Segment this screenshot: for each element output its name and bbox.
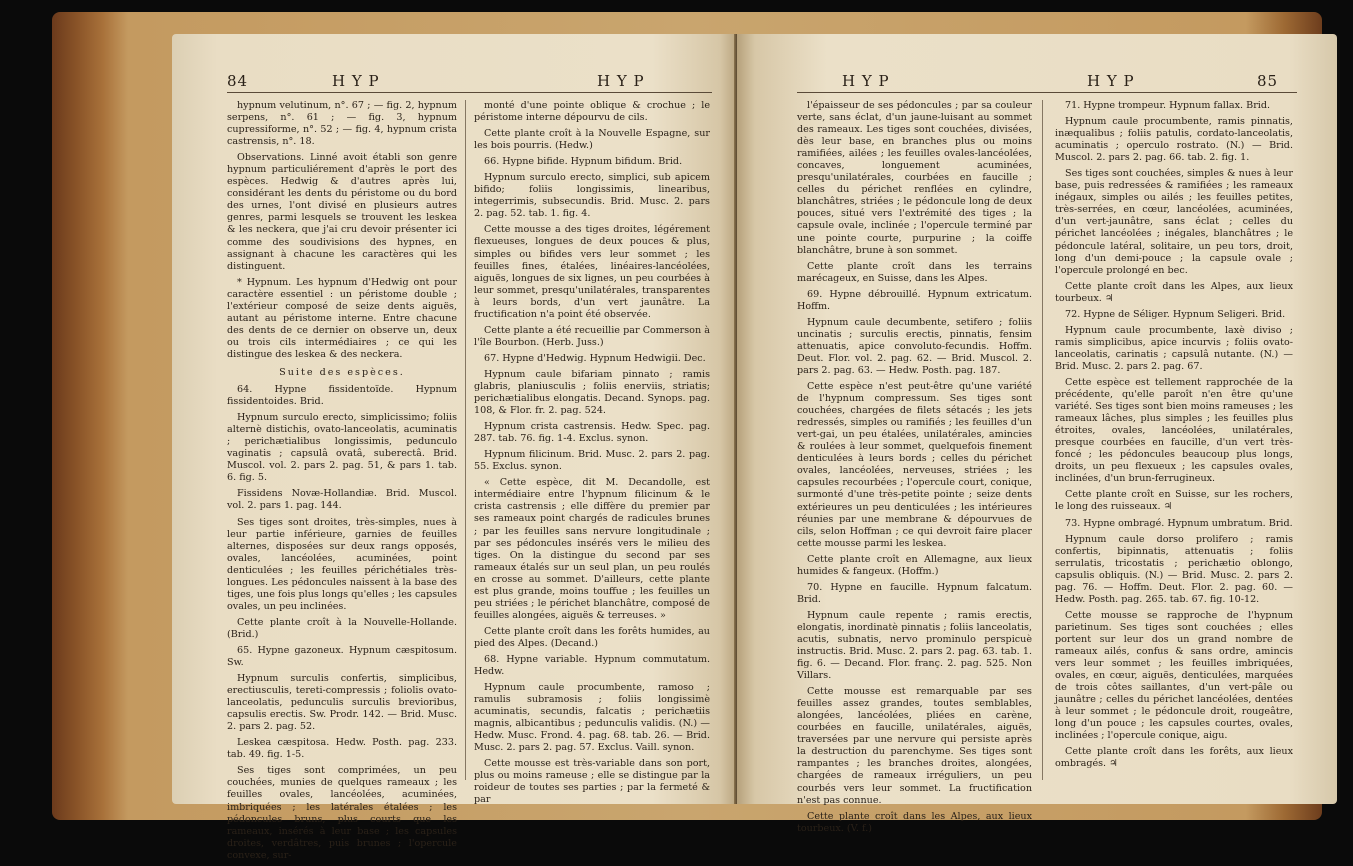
left-running-title: H Y P (332, 72, 380, 90)
book-spread (52, 12, 1322, 861)
paragraph: Hypnum caule decumbente, setifero ; foliis uncinatis ; surculis erectis, pinnatis, fensim attenuatis, apice convoluto-fecundis. Hoffm. Deut. Flor. vol. 2. pag. 62. — Brid. Muscol. 2. pars 2. pag. 63. — Hedw. Posth. pag. 187. (797, 316, 1032, 376)
paragraph: 66. Hypne bifide. Hypnum bifidum. Brid. (484, 156, 683, 168)
paragraph: Suite des espèces. (279, 366, 405, 378)
paragraph: Leskea cæspitosa. Hedw. Posth. pag. 233. tab. 49. fig. 1-5. (227, 737, 457, 761)
paragraph: Cette plante croît dans les forêts, aux lieux ombragés. ♃ (1055, 746, 1293, 770)
paragraph: Cette plante croît en Allemagne, aux lieux humides & fangeux. (Hoffm.) (797, 553, 1032, 577)
right-page (737, 34, 1337, 834)
paragraph: 70. Hypne en faucille. Hypnum falcatum. Brid. (797, 581, 1032, 605)
paragraph: Hypnum caule bifariam pinnato ; ramis glabris, planiusculis ; foliis enerviis, striatis; perichætialibus elongatis. Decand. Synops. pag. 108, & Flor. fr. 2. pag. 524. (474, 368, 710, 417)
right-column-1 (797, 100, 1032, 839)
paragraph: Ses tiges sont comprimées, un peu couchées, munies de quelques rameaux ; les feuilles ovales, lancéolées, acuminées, imbriquées ; les latérales étalées ; les pédoncules bruns, plus courts que les rameaux, insérés à leur base ; les capsules droites, verdâtres, puis brunes ; l'opercule convexe, sur- (227, 765, 457, 861)
right-column-2 (1055, 100, 1293, 774)
paragraph: 64. Hypne fissidentoïde. Hypnum fissidentoides. Brid. (227, 384, 457, 408)
paragraph: Cette plante croît dans les terrains marécageux, en Suisse, dans les Alpes. (797, 260, 1032, 284)
paragraph: Hypnum surculo erecto, simplici, sub apicem bifido; foliis longissimis, linearibus, integerrimis, subsecundis. Brid. Musc. 2. pars 2. pag. 52. tab. 1. fig. 4. (474, 172, 710, 220)
right-page-number: 85 (1257, 72, 1279, 90)
paragraph: Hypnum caule dorso prolifero ; ramis confertis, bipinnatis, attenuatis ; foliis serrulatis, tricostatis ; perichætio oblongo, capsulis obliquis. (N.) — Brid. Musc. 2. pars 2. pag. 76. — Hoffm. Deut. Flor. 2. pag. 60. — Hedw. Posth. pag. 265. tab. 67. fig. 10-12. (1055, 533, 1293, 605)
left-page (172, 34, 737, 861)
left-header-rule (227, 92, 712, 93)
paragraph: l'épaisseur de ses pédoncules ; par sa couleur verte, sans éclat, d'un jaune-luisant au sommet des rameaux. Les tiges sont couchées, divisées, dès leur base, en branches plus ou moins ramifiées, ailées ; les feuilles ovales-lancéolées, concaves, longuement acuminées, presqu'unilatérales, courbées en faucille ; celles du périchet renflées en cylindre, blanchâtres, striées ; le pédoncule long de deux pouces, situé vers l'extrémité des tiges ; la capsule ovale, inclinée ; l'opercule terminé par une pointe courte, purpurine ; la coiffe blanchâtre, brune à son sommet. (797, 100, 1032, 256)
paragraph: « Cette espèce, dit M. Decandolle, est intermédiaire entre l'hypnum filicinum & le crista castrensis ; elle diffère du premier par ses rameaux point chargés de radicules brunes ; par les feuilles sans nervure longitudinale ; par ses pédoncules insérés vers le milieu des tiges. On la distingue du second par ses rameaux étalés sur un seul plan, un peu roulés en crosse au sommet. D'ailleurs, cette plante est plus grande, moins touffue ; les feuilles un peu striées ; le périchet blanchâtre, composé de feuilles alongées, aiguës & terreuses. » (474, 477, 710, 621)
paragraph: Observations. Linné avoit établi son genre hypnum particuliérement d'après le port des espèces. Hedwig & d'autres après lui, considérant les dents du péristome ou du bord des urnes, l'ont divisé en plusieurs autres genres, parmi lesquels se trouvent les leskea & les neckera, que j'ai cru devoir présenter ici comme des soudivisions des hypnes, en assignant à chacune les caractères qui les distinguent. (227, 152, 457, 272)
paragraph: 73. Hypne ombragé. Hypnum umbratum. Brid. (1065, 517, 1293, 529)
paragraph: Cette mousse se rapproche de l'hypnum parietinum. Ses tiges sont couchées ; elles portent sur leur dos un grand nombre de rameaux ailés, confus & sans ordre, amincis vers leur sommet ; les feuilles imbriquées, ovales, en cœur, aiguës, denticulées, marquées de trois côtes saillantes, d'un vert-pâle ou jaunâtre ; celles du périchet lancéolées, dentées à leur sommet ; le pédoncule droit, rougeâtre, long d'un pouce ; les capsules courtes, ovales, inclinées ; l'opercule conique, aigu. (1055, 609, 1293, 742)
paragraph: Hypnum surculo erecto, simplicissimo; foliis alternè distichis, ovato-lanceolatis, acuminatis ; perichætialibus longissimis, pedunculo vaginatis ; capsulâ ovatâ, suberectâ. Brid. Muscol. vol. 2. pars 2. pag. 51, & pars 1. tab. 6. fig. 5. (227, 412, 457, 484)
paragraph: Cette mousse a des tiges droites, légérement flexueuses, longues de deux pouces & plus, simples ou bifides vers leur sommet ; les feuilles fines, étalées, linéaires-lancéolées, aiguës, longues de six lignes, un peu courbées à leur sommet, presqu'unilatérales, transparentes à leurs bords, d'un vert jaunâtre. La fructification n'a point été observée. (474, 224, 710, 320)
paragraph: monté d'une pointe oblique & crochue ; le péristome interne dépourvu de cils. (474, 100, 710, 124)
paragraph: Hypnum crista castrensis. Hedw. Spec. pag. 287. tab. 76. fig. 1-4. Exclus. synon. (474, 421, 710, 445)
paragraph: hypnum velutinum, n°. 67 ; — fig. 2, hypnum serpens, n°. 61 ; — fig. 3, hypnum cupressiforme, n°. 52 ; — fig. 4, hypnum crista castrensis, n°. 18. (227, 100, 457, 148)
left-column-rule (465, 100, 466, 780)
left-page-number: 84 (227, 72, 249, 90)
paragraph: 72. Hypne de Séliger. Hypnum Seligeri. Brid. (1065, 308, 1286, 320)
paragraph: * Hypnum. Les hypnum d'Hedwig ont pour caractère essentiel : un péristome double ; l'extérieur composé de seize dents aiguës, autant au péristome interne. Entre chacune des dents de ce dernier on observe un, deux ou trois cils intermédiaires ; ce qui les distingue des leskea & des neckera. (227, 276, 457, 360)
paragraph: 69. Hypne débrouillé. Hypnum extricatum. Hoffm. (797, 288, 1032, 312)
right-header-rule (797, 92, 1297, 93)
paragraph: Fissidens Novæ-Hollandiæ. Brid. Muscol. vol. 2. pars 1. pag. 144. (227, 488, 457, 512)
paragraph: Hypnum filicinum. Brid. Musc. 2. pars 2. pag. 55. Exclus. synon. (474, 449, 710, 473)
paragraph: Cette plante croît à la Nouvelle Espagne, sur les bois pourris. (Hedw.) (474, 128, 710, 152)
paragraph: 68. Hypne variable. Hypnum commutatum. Hedw. (474, 653, 710, 678)
paragraph: Hypnum surculis confertis, simplicibus, erectiusculis, tereti-compressis ; foliolis ovato-lanceolatis, pedunculis surculis brevioribus, capsulis erectis. Sw. Prodr. 142. — Brid. Musc. 2. pars 2. pag. 52. (227, 673, 457, 733)
paragraph: 71. Hypne trompeur. Hypnum fallax. Brid. (1065, 100, 1271, 111)
paragraph: Hypnum caule repente ; ramis erectis, elongatis, inordinatè pinnatis ; foliis lanceolatis, acutis, subnatis, nervo prominulo perspicuè instructis. Brid. Musc. 2. pars 2. pag. 63. tab. 1. fig. 6. — Decand. Flor. franç. 2. pag. 525. Non Villars. (797, 609, 1032, 682)
paragraph: 67. Hypne d'Hedwig. Hypnum Hedwigii. Dec. (484, 352, 706, 364)
paragraph: Cette mousse est très-variable dans son port, plus ou moins rameuse ; elle se distingue par la roideur de toutes ses parties ; par la fermeté & par (474, 758, 710, 806)
left-running-title-right: H Y P (597, 72, 645, 90)
paragraph: Ses tiges sont droites, très-simples, nues à leur partie inférieure, garnies de feuilles alternes, disposées sur deux rangs opposés, ovales, lancéolées, acuminées, point denticulées ; les feuilles périchétiales très-longues. Les pédoncules naissent à la base des tiges, une fois plus longs qu'elles ; les capsules ovales, un peu inclinées. (227, 516, 457, 612)
left-column-1 (227, 100, 457, 866)
paragraph: Hypnum caule procumbente, ramis pinnatis, inæqualibus ; foliis patulis, cordato-lanceolatis, acuminatis ; operculo rostrato. (N.) — Brid. Muscol. 2. pars 2. pag. 66. tab. 2. fig. 1. (1055, 116, 1293, 164)
paragraph: Cette plante a été recueillie par Commerson à l'île Bourbon. (Herb. Juss.) (474, 324, 710, 348)
paragraph: Cette espèce n'est peut-être qu'une variété de l'hypnum compressum. Ses tiges sont couchées, chargées de filets sétacés ; les jets redressés, simples ou ramifiés ; les feuilles d'un vert-gai, un peu étalées, unilatérales, amincies & roulées à leur sommet, quelquefois finement denticulées à leurs bords ; celles du périchet ovales, lancéolées, nerveuses, striées ; les capsules recourbées ; l'opercule court, conique, surmonté d'une très-petite pointe ; seize dents extérieures un peu denticulées ; les intérieures réunies par une membrane & dépourvues de cils, selon Hoffman ; ce qui devroit faire placer cette mousse parmi les leskea. (797, 381, 1032, 549)
left-column-2 (474, 100, 710, 811)
right-running-title: H Y P (842, 72, 890, 90)
paragraph: Cette plante croît en Suisse, sur les rochers, le long des ruisseaux. ♃ (1055, 489, 1293, 513)
paragraph: Cette plante croît dans les forêts humides, au pied des Alpes. (Decand.) (474, 625, 710, 649)
right-running-title-right: H Y P (1087, 72, 1135, 90)
paragraph: Cette plante croît à la Nouvelle-Hollande. (Brid.) (227, 616, 457, 640)
paragraph: 65. Hypne gazoneux. Hypnum cæspitosum. Sw. (227, 644, 457, 669)
paragraph: Hypnum caule procumbente, ramoso ; ramulis subramosis ; foliis longissimè acuminatis, secundis, falcatis ; perichætiis magnis, albicantibus ; pedunculis validis. (N.) — Hedw. Musc. Frond. 4. pag. 68. tab. 26. — Brid. Musc. 2. pars 2. pag. 57. Exclus. Vaill. synon. (474, 682, 710, 754)
paragraph: Cette mousse est remarquable par ses feuilles assez grandes, toutes semblables, alongées, lancéolées, pliées en carène, courbées en faucille, unilatérales, aiguës, traversées par une nervure qui persiste après la destruction du parenchyme. Ses tiges sont rampantes ; les branches droites, alongées, chargées de rameaux irréguliers, un peu courbés vers leur sommet. La fructification n'est pas connue. (797, 686, 1032, 806)
paragraph: Cette plante croît dans les Alpes, aux lieux tourbeux. (V. f.) (797, 810, 1032, 834)
paragraph: Hypnum caule procumbente, laxè diviso ; ramis simplicibus, apice incurvis ; foliis ovato-lanceolatis, carinatis ; capsulâ nutante. (N.) — Brid. Musc. 2. pars 2. pag. 67. (1055, 324, 1293, 372)
paragraph: Cette espèce est tellement rapprochée de la précédente, qu'elle paroît n'en être qu'une variété. Ses tiges sont bien moins rameuses ; les rameaux lâches, plus simples ; les feuilles plus étroites, ovales, lancéolées, unilatérales, presque courbées en faucille, d'un vert très-foncé ; les pédoncules beaucoup plus longs, droits, un peu flexueux ; les capsules ovales, inclinées, d'un brun-ferrugineux. (1055, 376, 1293, 485)
paragraph: Cette plante croît dans les Alpes, aux lieux tourbeux. ♃ (1055, 280, 1293, 304)
right-column-rule (1042, 100, 1043, 780)
paragraph: Ses tiges sont couchées, simples & nues à leur base, puis redressées & ramifiées ; les rameaux inégaux, simples ou ailés ; les feuilles petites, très-serrées, en cœur, lancéolées, acuminées, d'un vert-jaunâtre, sans éclat ; celles du périchet lancéolées ; inégales, blanchâtres ; le pédoncule latéral, solitaire, un peu tors, droit, long d'un demi-pouce ; la capsule ovale ; l'opercule prolongé en bec. (1055, 168, 1293, 276)
